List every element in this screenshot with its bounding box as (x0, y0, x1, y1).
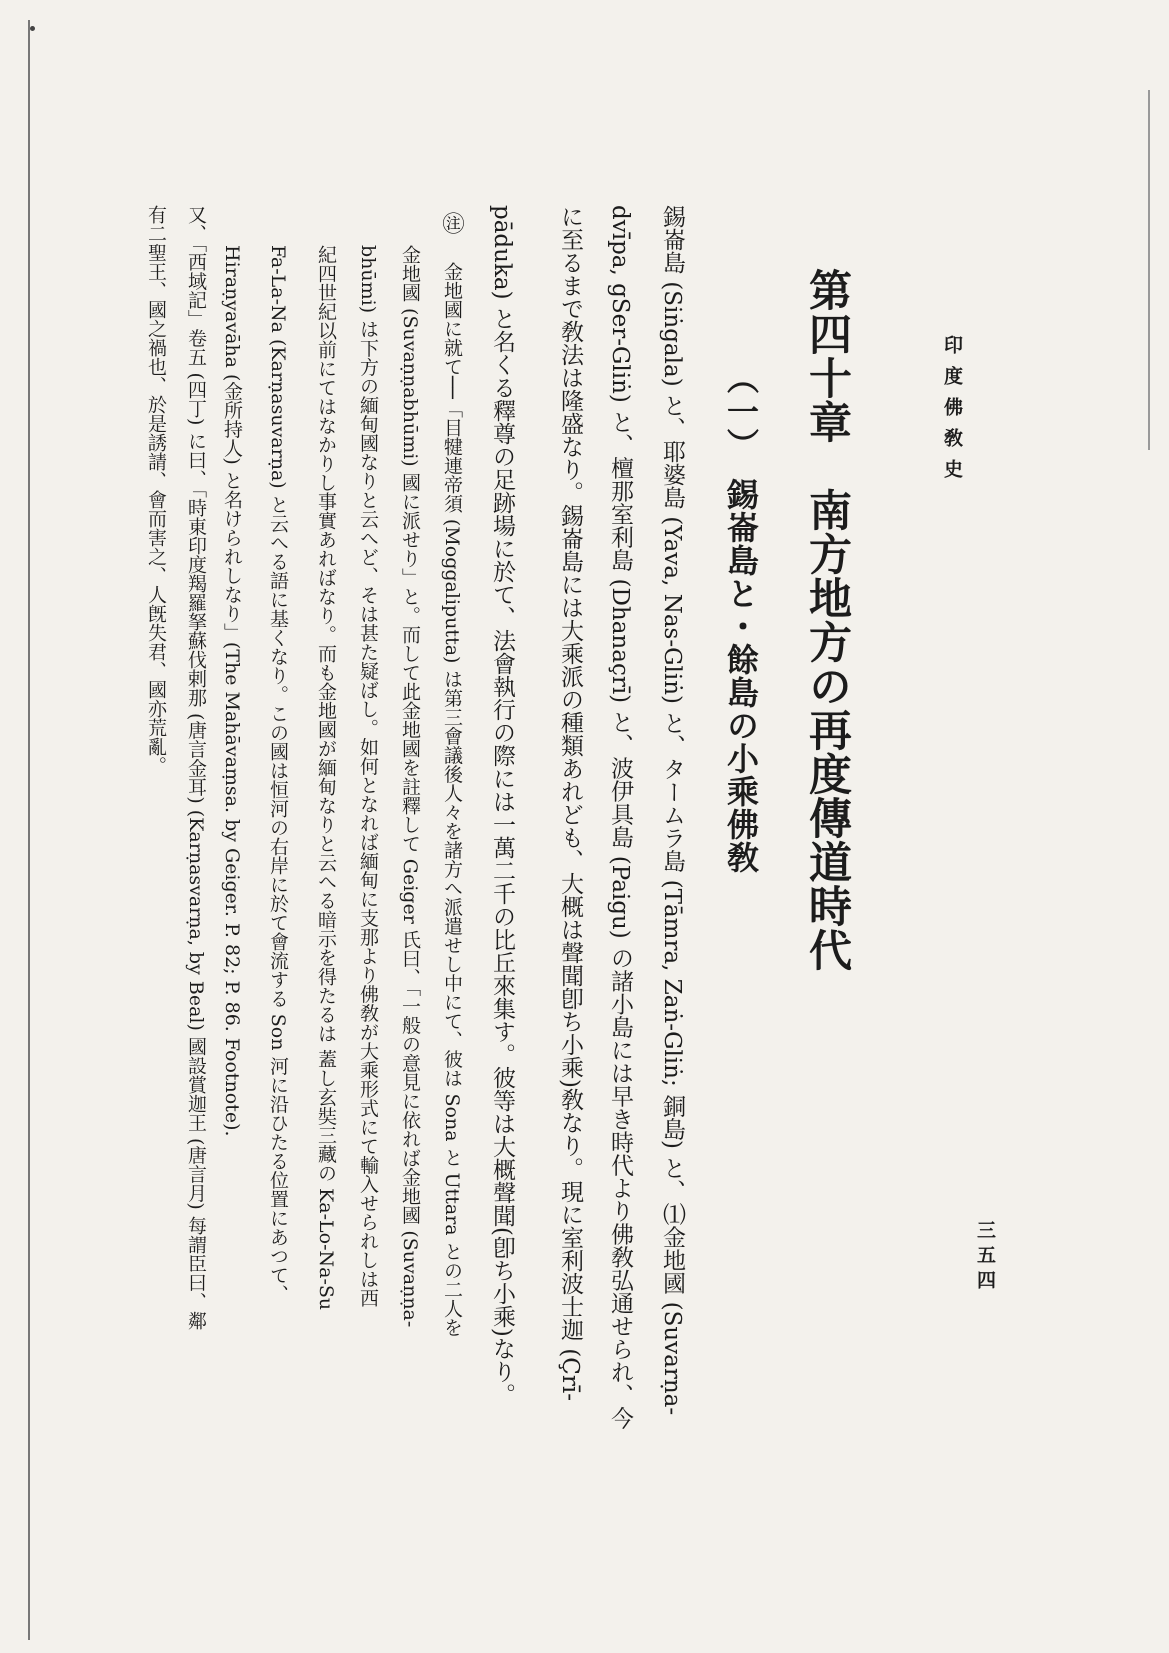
body-line-1: 錫崙島 (Siṅgala) と、耶婆島 (Yava, Nas-Gliṅ) と、タームラ島 (Tāmra, Zaṅ-Gliṅ; 銅島) と、⑴金地國 (Suvarṇa- (659, 205, 685, 1416)
body-line-3: に至るまで敎法は隆盛なり。錫崙島には大乘派の種類あれども、大概は聲聞卽ち小乘)敎なり。現に室利波士迦 (Çrī- (557, 205, 583, 1401)
note-marker: ㊟ (439, 212, 464, 234)
body-line-2: dvīpa, gSer-Gliṅ) と、檀那室利島 (Dhanaçrī) と、波伊具島 (Paigu) の諸小島には早き時代より佛敎弘通せられ、今 (607, 205, 633, 1430)
note-line-6: Hiraṇyavāha (金所持人) と名けられしなり」(The Mahāvaṃsa. by Geiger. P. 82; P. 86. Footnote). (221, 245, 243, 1137)
note-line-3: bhūmi) は下方の緬甸國なりと云へど、そは甚た疑ばし。如何となれば緬甸に支那より佛敎が大乘形式にて輸入せられしは西 (357, 245, 379, 1308)
page-number: 三五四 (974, 1220, 996, 1295)
body-line-4: pāduka) と名くる釋尊の足跡場に於て、法會執行の際には一萬二千の比丘來集す。彼等は大概聲聞(卽ち小乘)なり。 (489, 205, 515, 1406)
note-line-7: 又、「西域記」卷五 (四丁) に曰、「時東印度羯羅拏蘇伐剌那 (唐言金耳) (Karṇasvarṇa, by Beal) 國設賞迦王 (唐言月) 每謂臣曰、鄰 (185, 205, 207, 1330)
note-line-8: 有二聖王、國之禍也、於是誘請、會而害之、人旣失君、國亦荒亂。 (145, 205, 167, 775)
note-line-2: 金地國 (Suvaṇṇabhūmi) 國に派せり」と。而して此金地國を註釋して Geiger 氏曰、「一般の意見に依れば金地國 (Suvaṇṇa- (399, 245, 421, 1328)
note-line-5: Fa-La-Na (Karṇasuvarṇa) と云へる語に基くなり。この國は恒河の右岸に於て會流する Son 河に沿ひたる位置にあつて、 (267, 245, 289, 1304)
running-head: 印度佛敎史 (941, 335, 963, 490)
note-line-4: 紀四世紀以前にてはなかりし事實あればなり。而も金地國が緬甸なりと云へる暗示を得たるは 蓋し玄奘三藏の Ka-Lo-Na-Su (315, 245, 337, 1311)
scan-speck (30, 26, 35, 31)
note-line-1: 金地國に就て──「目犍連帝須 (Moggaliputta) は第三會議後人々を諸方へ派遣せし中にて、彼は Sona と Uttara との二人を (441, 262, 463, 1337)
section-title: （一） 錫崙島と・餘島の小乘佛敎 (722, 362, 760, 874)
scan-right-edge (1148, 90, 1150, 450)
scan-left-edge (28, 20, 30, 1640)
chapter-title: 第四十章 南方地方の再度傳道時代 (802, 268, 852, 972)
